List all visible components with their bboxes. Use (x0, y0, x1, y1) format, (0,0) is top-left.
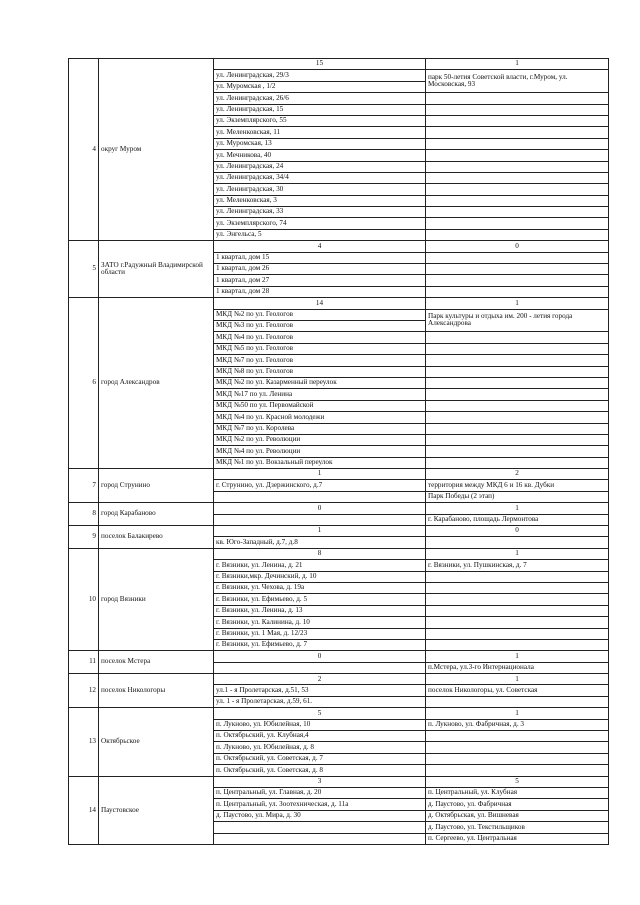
address-cell (426, 355, 609, 366)
address-cell: п. Лукново, ул. Юбилейная, 10 (214, 719, 426, 730)
address-cell (426, 93, 609, 104)
group-name: поселок Мстера (99, 651, 214, 674)
group-count-row (69, 674, 609, 685)
address-cell: поселок Никологоры, ул. Советская (426, 685, 609, 696)
address-cell: п. Лукново, ул. Юбилейная, д. 8 (214, 742, 426, 753)
address-cell: ул. Меленковская, 3 (214, 195, 426, 206)
right-count: 1 (426, 298, 609, 309)
address-cell: МКД №2 по ул. Геологов (214, 309, 426, 320)
address-cell (426, 628, 609, 639)
address-cell (214, 514, 426, 525)
address-cell (426, 412, 609, 423)
group-number: 10 (69, 548, 99, 651)
address-cell (426, 537, 609, 548)
group-count-row (69, 776, 609, 787)
address-cell: г. Вязники, ул. Ефимьево, д. 7 (214, 639, 426, 650)
address-cell: г. Вязники, ул. Чехова, д. 19а (214, 582, 426, 593)
address-cell (426, 582, 609, 593)
address-cell: п. Октябрьский, ул. Советская, д. 7 (214, 753, 426, 764)
address-cell: ул. Ленинградская, 26/6 (214, 93, 426, 104)
address-cell: г. Вязники, ул. Калинина, д. 10 (214, 617, 426, 628)
address-cell (426, 389, 609, 400)
address-cell (426, 765, 609, 776)
left-count: 4 (214, 241, 426, 252)
left-count: 1 (214, 469, 426, 480)
address-cell (426, 731, 609, 742)
right-count: 1 (426, 59, 609, 70)
address-cell (426, 264, 609, 275)
left-count: 0 (214, 651, 426, 662)
group-count-row (69, 59, 609, 70)
address-cell: 1 квартал, дом 28 (214, 286, 426, 297)
address-cell (426, 343, 609, 354)
group-name: поселок Балакирево (99, 526, 214, 549)
address-cell (426, 286, 609, 297)
group-name: город Карабаново (99, 503, 214, 526)
address-cell: ул. Ленинградская, 15 (214, 104, 426, 115)
address-cell: г. Вязники, ул. Ленина, д. 21 (214, 560, 426, 571)
address-cell: ул. Меленковская, 11 (214, 127, 426, 138)
address-cell: парк 50-летия Советской власти, г.Муром, ул. Московская, 93 (426, 70, 609, 93)
address-cell: МКД №8 по ул. Геологов (214, 366, 426, 377)
group-number: 8 (69, 503, 99, 526)
right-count: 0 (426, 241, 609, 252)
address-cell: МКД №2 по ул. Революции (214, 434, 426, 445)
address-cell (426, 571, 609, 582)
left-count: 3 (214, 776, 426, 787)
address-cell (426, 195, 609, 206)
address-cell (426, 161, 609, 172)
group-count-row (69, 298, 609, 309)
address-cell (426, 639, 609, 650)
address-cell: д. Паустово, ул. Мира, д. 30 (214, 810, 426, 821)
right-count: 1 (426, 548, 609, 559)
right-count: 1 (426, 503, 609, 514)
right-count: 1 (426, 651, 609, 662)
address-cell (426, 184, 609, 195)
address-cell: МКД №50 по ул. Первомайской (214, 400, 426, 411)
group-count-row (69, 708, 609, 719)
group-count-row (69, 526, 609, 537)
address-cell (426, 229, 609, 240)
address-cell: п.Мстера, ул.3-го Интернационала (426, 662, 609, 673)
left-count: 1 (214, 526, 426, 537)
address-cell: п. Октябрьский, ул. Советская, д. 8 (214, 765, 426, 776)
address-cell: п. Октябрьский, ул. Клубная,4 (214, 731, 426, 742)
address-cell: ул. Энгельса, 5 (214, 229, 426, 240)
address-cell (426, 366, 609, 377)
address-cell (426, 753, 609, 764)
address-cell: МКД №7 по ул. Геологов (214, 355, 426, 366)
group-name: ЗАТО г.Радужный Владимирской области (99, 241, 214, 298)
address-cell: ул. Экземплярского, 74 (214, 218, 426, 229)
address-cell: ул. Ленинградская, 30 (214, 184, 426, 195)
group-number: 4 (69, 59, 99, 241)
address-cell: ул. Экземплярского, 55 (214, 115, 426, 126)
address-cell (426, 423, 609, 434)
left-count: 0 (214, 503, 426, 514)
address-cell: п. Центральный, ул. Главная, д. 20 (214, 788, 426, 799)
right-count: 1 (426, 708, 609, 719)
group-number: 7 (69, 469, 99, 503)
group-number: 11 (69, 651, 99, 674)
address-cell (426, 104, 609, 115)
group-number: 12 (69, 674, 99, 708)
address-cell (426, 617, 609, 628)
address-cell (426, 434, 609, 445)
address-cell: д. Октябрьская, ул. Вишневая (426, 810, 609, 821)
address-cell: Парк Победы (2 этап) (426, 491, 609, 502)
group-name: Октябрьское (99, 708, 214, 776)
address-cell: д. Паустово, ул. Фабричная (426, 799, 609, 810)
address-cell (426, 332, 609, 343)
address-cell: 1 квартал, дом 15 (214, 252, 426, 263)
address-cell: ул. Ленинградская, 29/3 (214, 70, 426, 81)
address-cell: ул.1 - я Пролетарская, д.51, 53 (214, 685, 426, 696)
address-cell (426, 275, 609, 286)
address-cell: г. Вязники, ул. Пушкинская, д. 7 (426, 560, 609, 571)
group-number: 9 (69, 526, 99, 549)
address-cell: МКД №4 по ул. Геологов (214, 332, 426, 343)
left-count: 2 (214, 674, 426, 685)
group-count-row (69, 503, 609, 514)
address-cell (426, 252, 609, 263)
left-count: 8 (214, 548, 426, 559)
address-cell: п. Лукново, ул. Фабричная, д. 3 (426, 719, 609, 730)
address-cell: п. Центральный, ул. Клубная (426, 788, 609, 799)
group-number: 6 (69, 298, 99, 469)
group-count-row (69, 241, 609, 252)
group-number: 14 (69, 776, 99, 844)
address-cell: МКД №2 по ул. Казарменный переулок (214, 377, 426, 388)
address-cell: п. Сергеево, ул. Центральная (426, 833, 609, 844)
address-cell: 1 квартал, дом 26 (214, 264, 426, 275)
address-cell (426, 172, 609, 183)
address-cell: 1 квартал, дом 27 (214, 275, 426, 286)
address-cell (426, 457, 609, 468)
group-name: округ Муром (99, 59, 214, 241)
left-count: 15 (214, 59, 426, 70)
address-cell: кв. Юго-Западный, д.7, д.8 (214, 537, 426, 548)
address-cell: МКД №1 по ул. Вокзальный переулок (214, 457, 426, 468)
address-cell: г. Вязники, ул. 1 Мая, д. 12/23 (214, 628, 426, 639)
registry-table (68, 58, 609, 845)
group-count-row (69, 469, 609, 480)
address-cell (214, 491, 426, 502)
right-count: 1 (426, 674, 609, 685)
address-cell (214, 822, 426, 833)
address-cell (426, 446, 609, 457)
address-cell: МКД №4 по ул. Красной молодежи (214, 412, 426, 423)
group-name: поселок Никологоры (99, 674, 214, 708)
address-cell: ул. Ленинградская, 34/4 (214, 172, 426, 183)
address-cell: ул. Муромская, 13 (214, 138, 426, 149)
address-cell (426, 377, 609, 388)
group-count-row (69, 548, 609, 559)
right-count: 5 (426, 776, 609, 787)
group-name: Паустовское (99, 776, 214, 844)
address-cell: п. Центральный, ул. Зоотехническая, д. 11а (214, 799, 426, 810)
left-count: 5 (214, 708, 426, 719)
address-cell: МКД №5 по ул. Геологов (214, 343, 426, 354)
address-cell: г. Вязники,мкр. Дечинский, д. 10 (214, 571, 426, 582)
group-name: город Струнино (99, 469, 214, 503)
address-cell (426, 138, 609, 149)
address-cell (426, 150, 609, 161)
address-cell: МКД №3 по ул. Геологов (214, 320, 426, 331)
address-cell (426, 400, 609, 411)
address-cell: г. Вязники, ул. Ефимьево, д. 5 (214, 594, 426, 605)
address-cell: Парк культуры и отдыха им. 200 - летия города Александрова (426, 309, 609, 332)
address-cell (214, 833, 426, 844)
address-cell (426, 696, 609, 707)
address-cell: г. Карабаново, площадь Лермонтова (426, 514, 609, 525)
left-count: 14 (214, 298, 426, 309)
address-cell (426, 127, 609, 138)
group-number: 5 (69, 241, 99, 298)
address-cell (426, 605, 609, 616)
address-cell (426, 218, 609, 229)
address-cell: г. Струнино, ул. Дзержинского, д.7 (214, 480, 426, 491)
address-cell (426, 207, 609, 218)
address-cell: д. Паустово, ул. Текстильщиков (426, 822, 609, 833)
address-cell: ул. Муромская , 1/2 (214, 81, 426, 92)
address-cell: МКД №4 по ул. Революции (214, 446, 426, 457)
right-count: 0 (426, 526, 609, 537)
address-cell (214, 662, 426, 673)
address-cell: территория между МКД 6 и 16 кв. Дубки (426, 480, 609, 491)
address-cell: ул. Мечникова, 40 (214, 150, 426, 161)
group-name: город Вязники (99, 548, 214, 651)
address-cell: ул. 1 - я Пролетарская, д.59, 61. (214, 696, 426, 707)
group-count-row (69, 651, 609, 662)
address-cell: МКД №7 по ул. Королева (214, 423, 426, 434)
address-cell (426, 115, 609, 126)
right-count: 2 (426, 469, 609, 480)
address-cell (426, 594, 609, 605)
group-name: город Александров (99, 298, 214, 469)
address-cell: МКД №17 по ул. Ленина (214, 389, 426, 400)
group-number: 13 (69, 708, 99, 776)
address-cell: ул. Ленинградская, 33 (214, 207, 426, 218)
address-cell (426, 742, 609, 753)
address-cell: ул. Ленинградская, 24 (214, 161, 426, 172)
address-cell: г. Вязники, ул. Ленина, д. 13 (214, 605, 426, 616)
